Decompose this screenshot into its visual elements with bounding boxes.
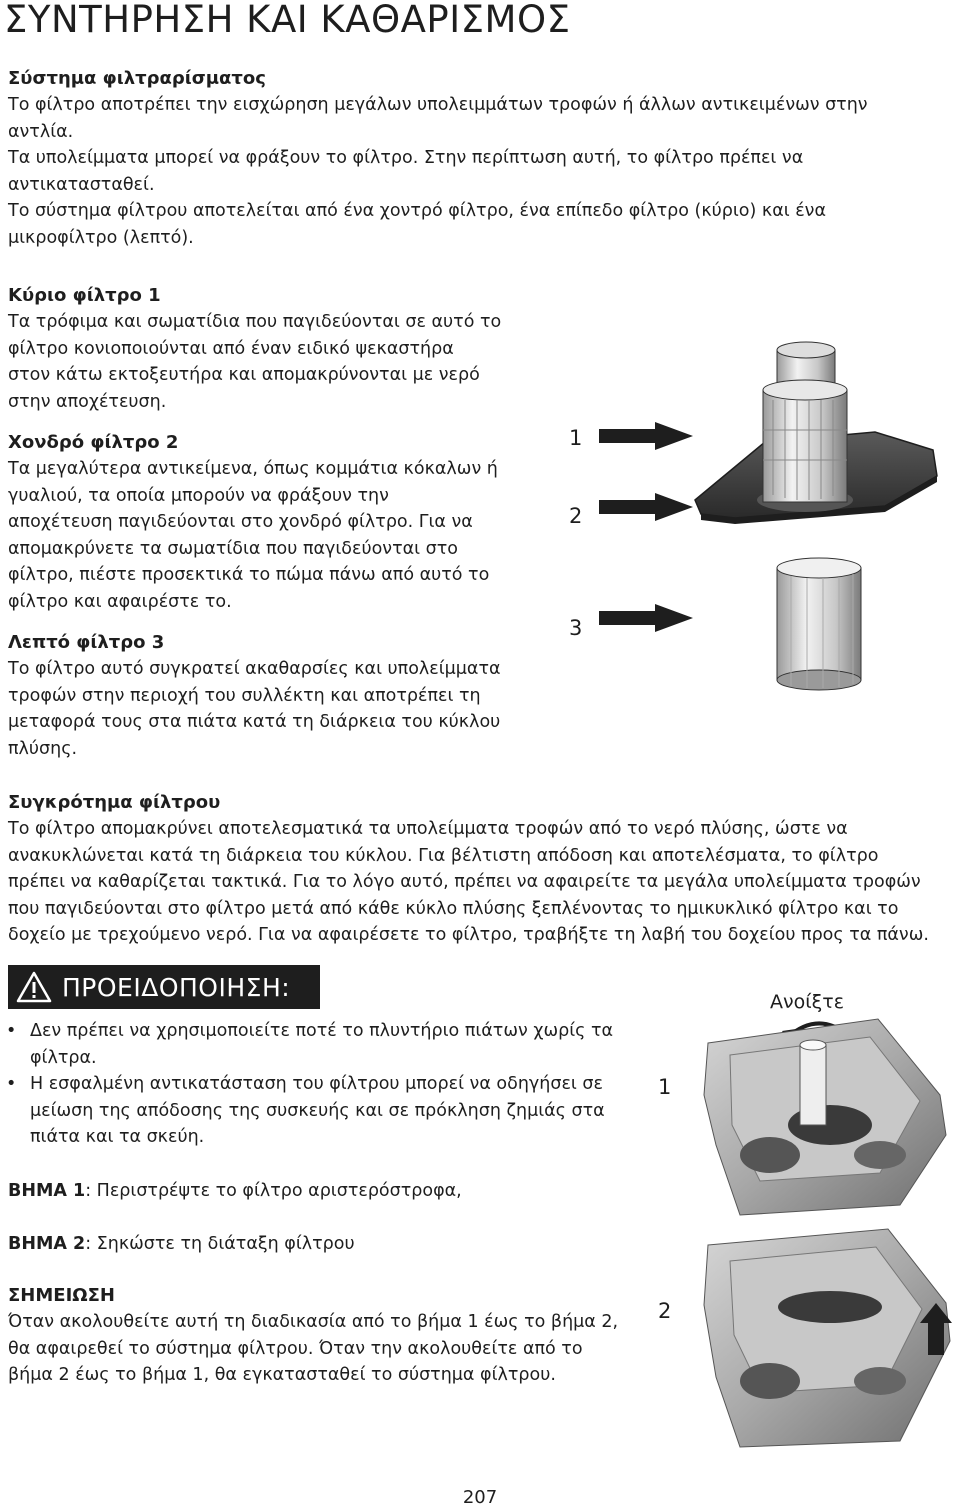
filter-system-line: Το σύστημα φίλτρου αποτελείται από ένα χοντρό φίλτρο, ένα επίπεδο φίλτρο (κύριο) και ένα — [8, 201, 826, 222]
note-line: βήμα 2 έως το βήμα 1, θα εγκατασταθεί το σύστημα φίλτρου. — [8, 1365, 556, 1386]
coarse-filter-line: φίλτρο και αφαιρέστε το. — [8, 591, 232, 612]
assembly-line: που παγιδεύονται στο φίλτρο μετά από κάθε κύκλο πλύσης ξεπλένοντας το ημικυκλικό φίλτρο και το — [8, 898, 899, 919]
assembly-heading: Συγκρότημα φίλτρου — [8, 792, 221, 813]
warning-bullet-line: • Δεν πρέπει να χρησιμοποιείτε ποτέ το πλυντήριο πιάτων χωρίς τα — [30, 1021, 614, 1041]
fine-filter-heading: Λεπτό φίλτρο 3 — [8, 632, 165, 653]
warning-triangle-icon — [16, 970, 52, 1004]
filter-system-heading: Σύστημα φιλτραρίσματος — [8, 68, 266, 89]
coarse-filter-heading: Χονδρό φίλτρο 2 — [8, 432, 179, 453]
warning-title: ΠΡΟΕΙΔΟΠΟΙΗΣΗ: — [62, 972, 291, 1002]
fine-filter-cylinder — [777, 558, 861, 690]
fine-filter-line: τροφών στην περιοχή του συλλέκτη και αποτρέπει τη — [8, 685, 481, 706]
filter-system-line: αντικατασταθεί. — [8, 174, 155, 195]
main-filter-line: φίλτρο κονιοποιούνται από έναν ειδικό ψεκαστήρα — [8, 338, 454, 359]
step-2-image — [704, 1229, 950, 1447]
note-heading: ΣΗΜΕΙΩΣΗ — [8, 1285, 115, 1306]
fine-filter-line: μεταφορά τους στα πιάτα κατά τη διάρκεια του κύκλου — [8, 712, 501, 733]
warning-bullet-line: • Η εσφαλμένη αντικατάσταση του φίλτρου μπορεί να οδηγήσει σε — [30, 1074, 603, 1095]
assembly-line: Το φίλτρο απομακρύνει αποτελεσματικά τα υπολείμματα τροφών από το νερό πλύσης, ώστε να — [8, 819, 848, 839]
note-line: Όταν ακολουθείτε αυτή τη διαδικασία από το βήμα 1 έως το βήμα 2, — [8, 1312, 619, 1332]
step-1-text: : Περιστρέψτε το φίλτρο αριστερόστροφα, — [85, 1181, 462, 1201]
coarse-filter-line: αποχέτευση παγιδεύονται στο χονδρό φίλτρο. Για να — [8, 512, 473, 533]
note-line: θα αφαιρεθεί το σύστημα φίλτρου. Όταν την ακολουθείτε από το — [8, 1338, 583, 1359]
filter-system-line: μικροφίλτρο (λεπτό). — [8, 227, 194, 248]
step-image-label-1: 1 — [658, 1075, 672, 1099]
filter-system-line: Τα υπολείμματα μπορεί να φράξουν το φίλτρο. Στην περίπτωση αυτή, το φίλτρο πρέπει να — [8, 148, 804, 169]
warning-bullet-line: φίλτρα. — [30, 1047, 97, 1068]
figure-label-1: 1 — [569, 426, 583, 450]
fine-filter-section — [8, 630, 548, 762]
filter-system-section — [8, 66, 953, 252]
coarse-filter-line: απομακρύνετε τα σωματίδια που παγιδεύονται στο — [8, 538, 458, 559]
assembly-line: δοχείο με τρεχούμενο νερό. Για να αφαιρέσετε το φίλτρο, τραβήξτε τη λαβή του δοχείου προς τα πάνω. — [8, 925, 929, 946]
step-image-label-2: 2 — [658, 1299, 672, 1323]
main-filter-cylinder — [757, 342, 853, 512]
warning-banner — [8, 965, 320, 1009]
main-filter-line: Τα τρόφιμα και σωματίδια που παγιδεύονται σε αυτό το — [8, 312, 502, 332]
arrow-icon — [599, 493, 693, 521]
arrow-icon — [599, 422, 693, 450]
step-2-label: ΒΗΜΑ 2 — [8, 1234, 86, 1254]
assembly-line: ανακυκλώνεται κατά τη διάρκεια του κύκλου. Για βέλτιστη απόδοση και αποτελέσματα, το φίλτρο — [8, 845, 879, 866]
coarse-filter-section — [8, 430, 548, 616]
warning-bullet-line: πιάτα και τα σκεύη. — [30, 1127, 205, 1148]
assembly-line: πρέπει να καθαρίζεται τακτικά. Για το λόγο αυτό, πρέπει να αφαιρείτε τα μεγάλα υπολείμματα τροφών — [8, 872, 921, 893]
filter-parts-figure — [555, 330, 955, 700]
page-number: 207 — [462, 1487, 498, 1508]
main-filter-section — [8, 283, 548, 415]
filter-system-line: αντλία. — [8, 121, 74, 142]
warning-list — [2, 1018, 642, 1151]
assembly-section — [8, 790, 958, 949]
main-filter-line: στην αποχέτευση. — [8, 391, 167, 412]
coarse-filter-line: γυαλιού, τα οποία μπορούν να φράξουν την — [8, 485, 389, 506]
filter-system-line: Το φίλτρο αποτρέπει την εισχώρηση μεγάλων υπολειμμάτων τροφών ή άλλων αντικειμένων στην — [8, 95, 868, 115]
arrow-icon — [599, 604, 693, 632]
step-2 — [8, 1231, 355, 1258]
step-1-image — [704, 1019, 946, 1215]
fine-filter-line: πλύσης. — [8, 738, 78, 759]
fine-filter-line: Το φίλτρο αυτό συγκρατεί ακαθαρσίες και υπολείμματα — [8, 659, 501, 679]
coarse-filter-line: φίλτρο, πιέστε προσεκτικά το πώμα πάνω από αυτό το — [8, 565, 490, 586]
open-label: Ανοίξτε — [770, 991, 844, 1013]
main-filter-heading: Κύριο φίλτρο 1 — [8, 285, 161, 306]
figure-label-3: 3 — [569, 616, 583, 640]
step-2-text: : Σηκώστε τη διάταξη φίλτρου — [85, 1234, 355, 1254]
warning-bullet — [2, 1018, 642, 1071]
page-title: ΣΥΝΤΗΡΗΣΗ ΚΑΙ ΚΑΘΑΡΙΣΜΟΣ — [4, 0, 571, 41]
filter-parts-illustration — [555, 330, 955, 700]
note-section — [8, 1283, 648, 1389]
coarse-filter-line: Τα μεγαλύτερα αντικείμενα, όπως κομμάτια κόκαλων ή — [8, 459, 498, 479]
main-filter-line: στον κάτω εκτοξευτήρα και απομακρύνονται με νερό — [8, 365, 480, 386]
warning-bullet — [2, 1071, 642, 1151]
warning-bullet-line: μείωση της απόδοσης της συσκευής και σε πρόκληση ζημιάς στα — [30, 1100, 605, 1121]
filter-removal-illustration — [650, 985, 955, 1455]
step-1 — [8, 1178, 462, 1205]
filter-removal-figure — [650, 985, 955, 1455]
step-1-label: ΒΗΜΑ 1 — [8, 1181, 86, 1201]
figure-label-2: 2 — [569, 504, 583, 528]
